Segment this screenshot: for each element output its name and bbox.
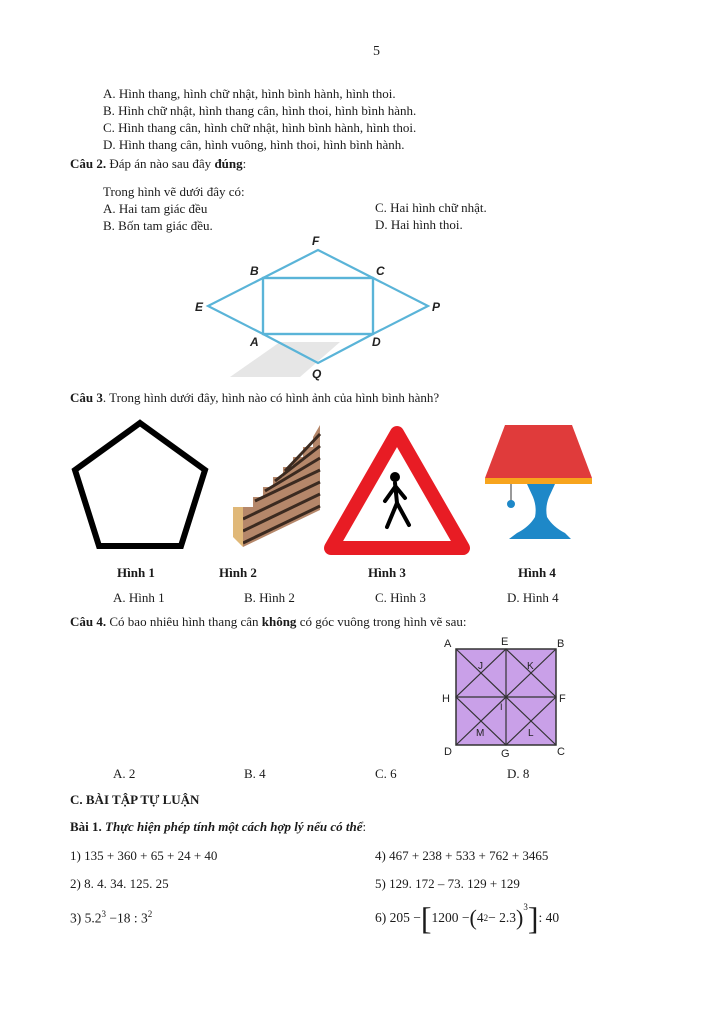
q3-option-d: D. Hình 4 — [507, 590, 559, 605]
q3-option-c: C. Hình 3 — [375, 590, 426, 605]
sq-label-h: H — [442, 693, 450, 705]
close-paren-icon: ) — [515, 905, 524, 930]
q2-label: Câu 2. — [70, 156, 107, 171]
sq-label-f: F — [559, 693, 566, 705]
q4-option-a: A. 2 — [113, 766, 136, 781]
caption-hinh-3: Hình 3 — [368, 565, 406, 580]
sq-label-a: A — [444, 638, 452, 650]
sq-label-m: M — [476, 728, 485, 739]
caption-hinh-1: Hình 1 — [117, 565, 155, 580]
q2-option-b: B. Bốn tam giác đều. — [103, 218, 213, 233]
label-e: E — [195, 300, 204, 314]
label-c: C — [376, 264, 385, 278]
q2-option-a: A. Hai tam giác đều — [103, 201, 208, 216]
q2-option-d: D. Hai hình thoi. — [375, 217, 463, 232]
q2-intro: Trong hình vẽ dưới đây có: — [103, 184, 245, 199]
q3-question: Câu 3. Trong hình dưới đây, hình nào có hình ảnh của hình bình hành? — [70, 390, 440, 405]
label-d: D — [372, 335, 381, 349]
lamp-shape — [485, 425, 592, 539]
q3-option-a: A. Hình 1 — [113, 590, 165, 605]
staircase-shape — [233, 425, 320, 547]
sq-label-j: J — [478, 661, 483, 672]
bai1-item-4: 4) 467 + 238 + 533 + 762 + 3465 — [375, 848, 549, 863]
sq-label-k: K — [527, 661, 534, 672]
bai1-item-6: 6) 205 − [ 1200 − ( 4 2 − 2.3 ) $^3$ ] : 40 — [375, 900, 560, 936]
label-a: A — [250, 335, 259, 349]
caption-hinh-2: Hình 2 — [219, 565, 257, 580]
q1-option-d: D. Hình thang cân, hình vuông, hình thoi, hình bình hành. — [103, 137, 405, 152]
q4-label: Câu 4. — [70, 614, 107, 629]
warning-sign-shape — [331, 433, 463, 548]
bai1-item-2: 2) 8. 4. 34. 125. 25 — [70, 876, 169, 891]
q4-question: Câu 4. Có bao nhiêu hình thang cân không có góc vuông trong hình vẽ sau: — [70, 614, 467, 629]
sq-label-c: C — [557, 746, 565, 758]
open-paren-icon: ( — [469, 905, 477, 930]
q4-option-d: D. 8 — [507, 766, 530, 781]
bai1-item-1: 1) 135 + 360 + 65 + 24 + 40 — [70, 848, 218, 863]
q4-figure — [438, 633, 573, 761]
bai1-label: Bài 1. — [70, 819, 102, 834]
q4-option-c: C. 6 — [375, 766, 397, 781]
sq-label-g: G — [501, 748, 510, 760]
open-bracket-icon: [ — [420, 900, 432, 936]
label-b: B — [250, 264, 259, 278]
q2-option-c: C. Hai hình chữ nhật. — [375, 200, 487, 215]
q1-option-c: C. Hình thang cân, hình chữ nhật, hình bình hành, hình thoi. — [103, 120, 417, 135]
sq-label-e: E — [501, 636, 509, 648]
section-c-heading: C. BÀI TẬP TỰ LUẬN — [70, 792, 200, 807]
q3-option-b: B. Hình 2 — [244, 590, 295, 605]
bai1-item-3: 3) $5.2^3 -18$ : $3^2$ — [70, 909, 153, 926]
page-number: 5 — [373, 44, 380, 59]
caption-hinh-4: Hình 4 — [518, 565, 556, 580]
pentagon-shape — [75, 423, 205, 546]
close-bracket-icon: ] — [527, 900, 539, 936]
q3-figures — [65, 415, 665, 565]
bai1-heading: Bài 1. Thực hiện phép tính một cách hợp lý nếu có thể: — [70, 819, 367, 834]
label-f: F — [312, 234, 320, 248]
q1-option-a: A. Hình thang, hình chữ nhật, hình bình hành, hình thoi. — [103, 86, 396, 101]
q2-figure — [190, 232, 450, 382]
sq-label-b: B — [557, 638, 565, 650]
q1-option-b: B. Hình chữ nhật, hình thang cân, hình thoi, hình bình hành. — [103, 103, 417, 118]
sq-label-l: L — [528, 728, 534, 739]
sq-label-d: D — [444, 746, 452, 758]
q4-option-b: B. 4 — [244, 766, 266, 781]
sq-label-i: I — [500, 702, 503, 712]
label-q: Q — [312, 367, 322, 381]
bai1-item-5: 5) 129. 172 – 73. 129 + 129 — [375, 876, 520, 891]
q2-question: Câu 2. Đáp án nào sau đây đúng: — [70, 156, 247, 171]
label-p: P — [432, 300, 441, 314]
q3-label: Câu 3 — [70, 390, 103, 405]
